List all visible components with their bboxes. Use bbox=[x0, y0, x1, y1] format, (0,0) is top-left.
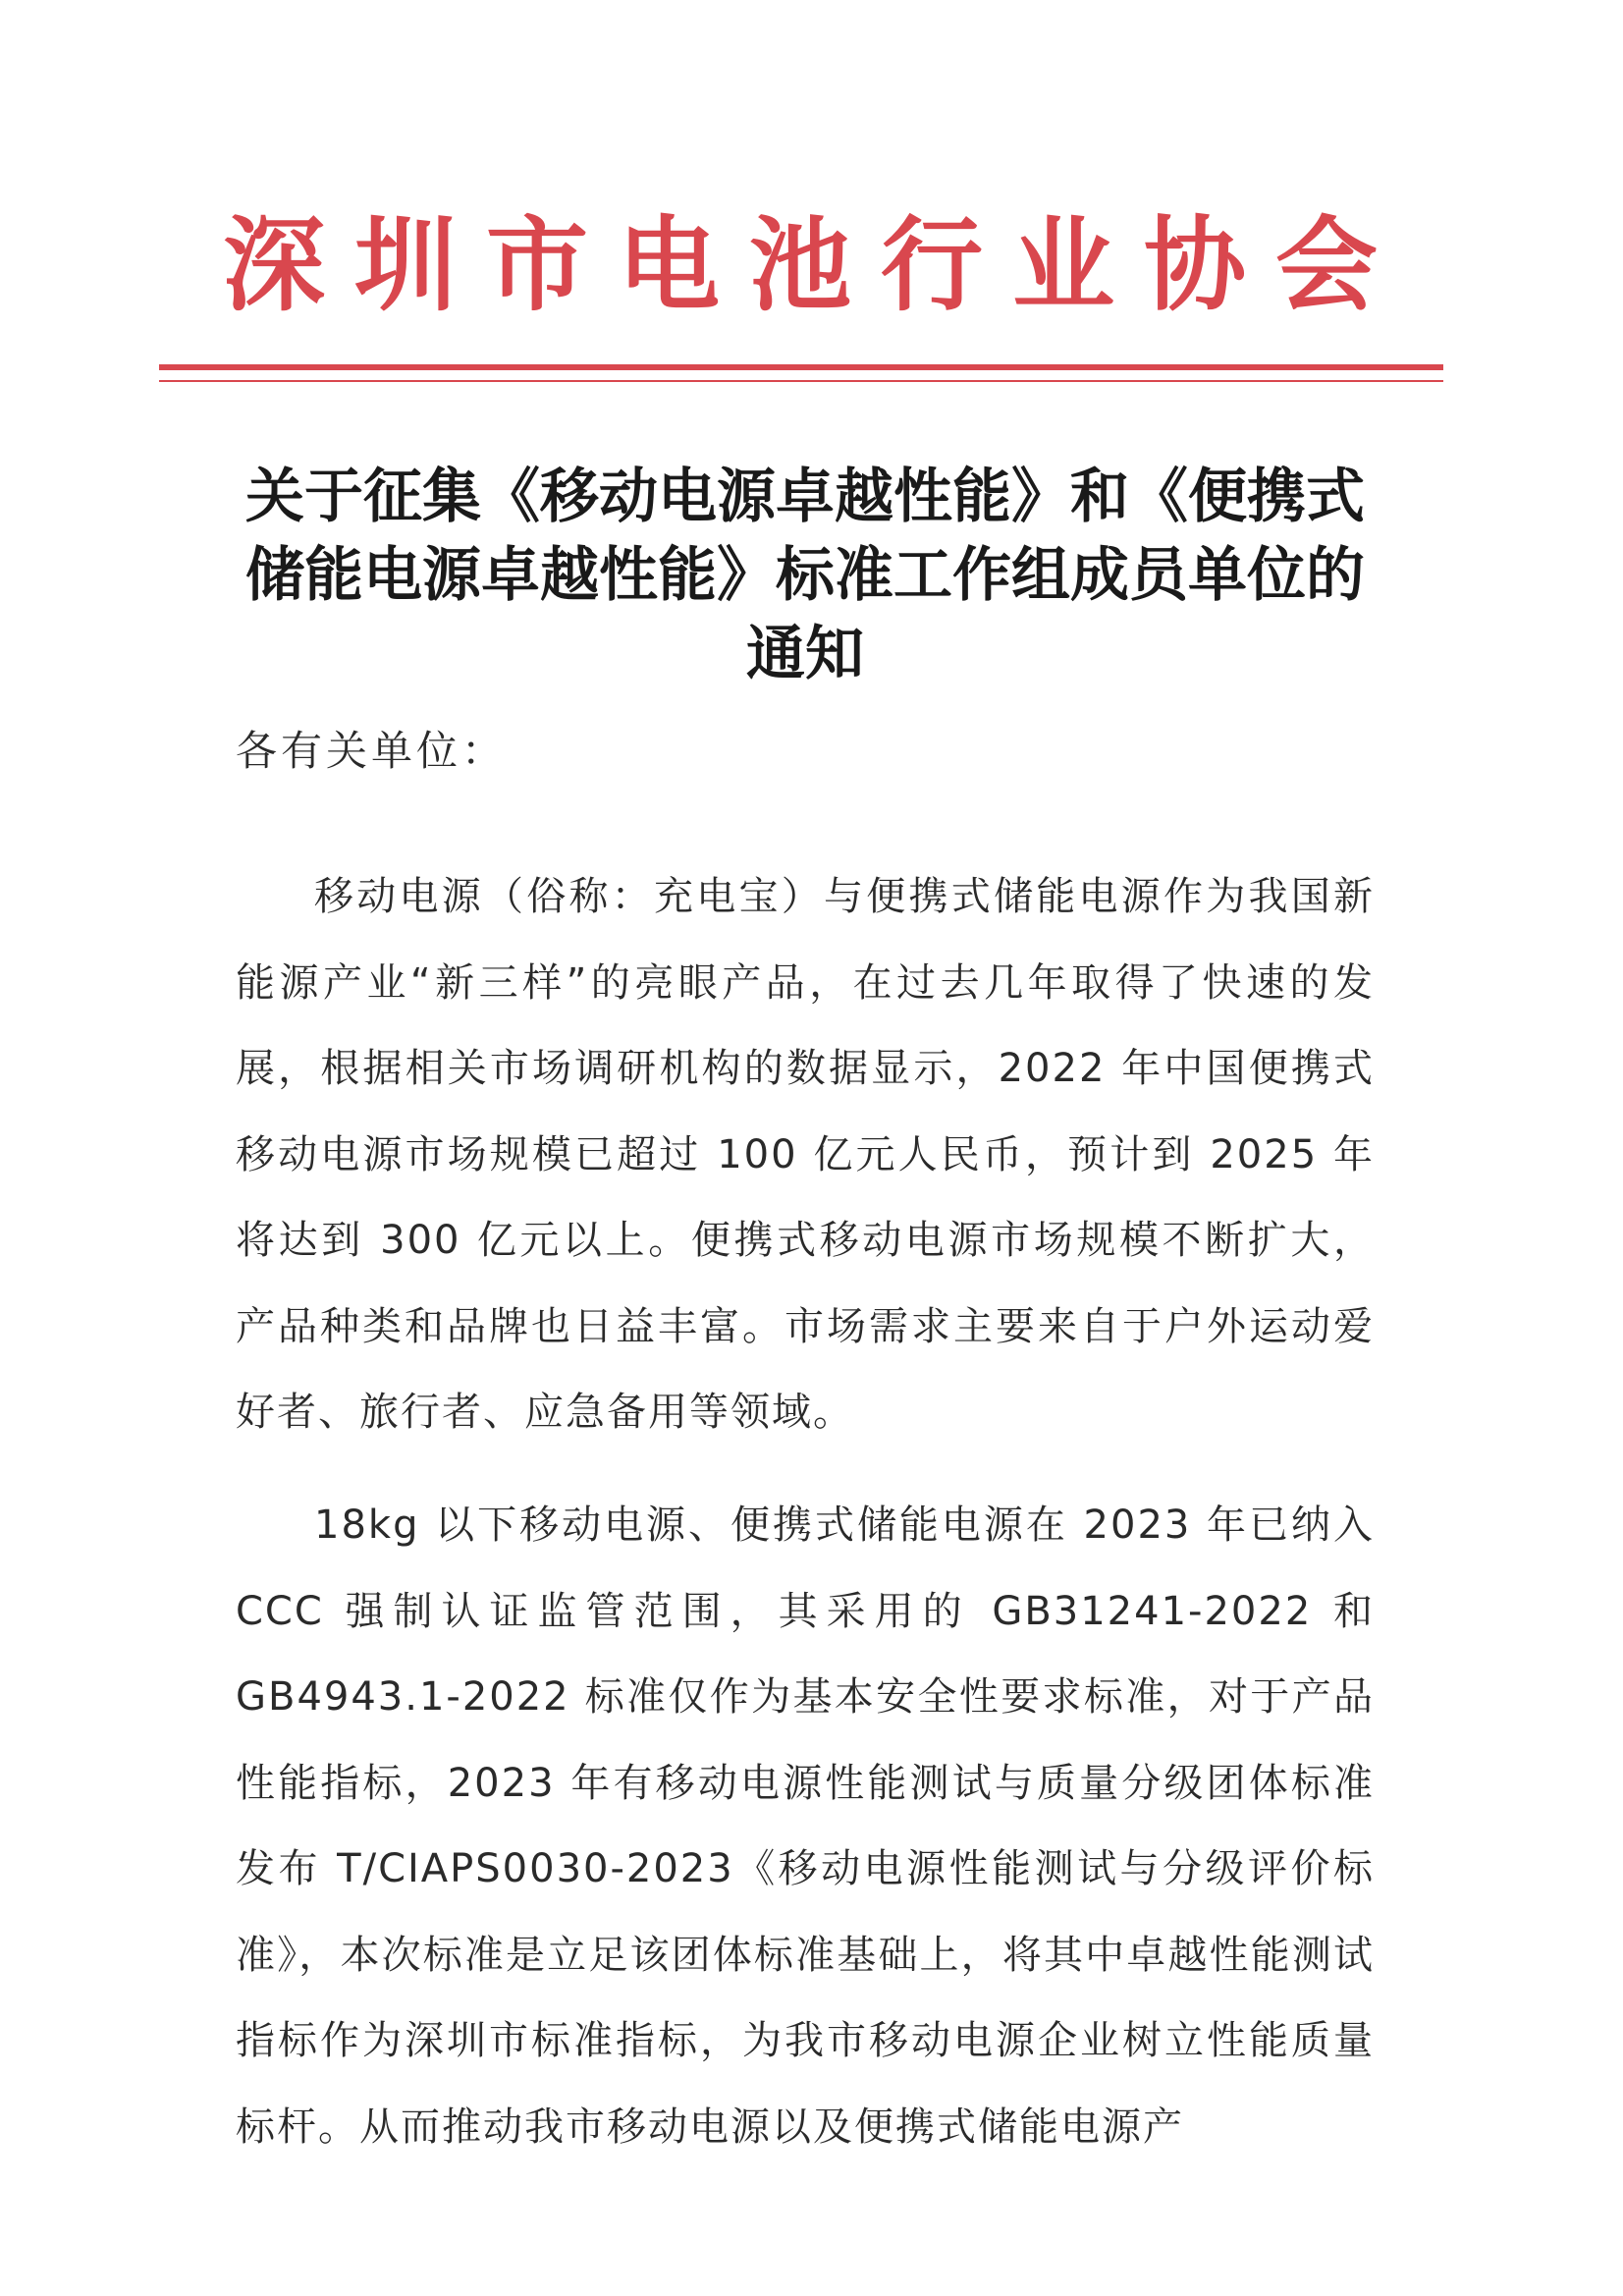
body-paragraph-1: 移动电源（俗称：充电宝）与便携式储能电源作为我国新能源产业“新三样”的亮眼产品，在过去几年取得了快速的发展，根据相关市场调研机构的数据显示，2022 年中国便携式移动电源市场规模已超过 100 亿元人民币，预计到 2025 年将达到 300 亿元以上。便携式移动电源市场规模不断扩大，产品种类和品牌也日益丰富。市场需求主要来自于户外运动爱好者、旅行者、应急备用等领域。 bbox=[236, 874, 1375, 1435]
letterhead-rule-thin bbox=[159, 380, 1443, 382]
salutation: 各有关单位： bbox=[236, 727, 508, 775]
notice-title: 关于征集《移动电源卓越性能》和《便携式储能电源卓越性能》标准工作组成员单位的通知 bbox=[245, 463, 1365, 688]
letterhead-rule-thick bbox=[159, 364, 1443, 370]
body-paragraph-2: 18kg 以下移动电源、便携式储能电源在 2023 年已纳入 CCC 强制认证监管范围，其采用的 GB31241-2022 和 GB4943.1-2022 标准仅作为基本安全性要求标准，对于产品性能指标，2023 年有移动电源性能测试与质量分级团体标准发布 T/CIAPS0030-2023《移动电源性能测试与分级评价标准》，本次标准是立足该团体标准基础上，将其中卓越性能测试指标作为深圳市标准指标，为我市移动电源企业树立性能质量标杆。从而推动我市移动电源以及便携式储能电源产 bbox=[236, 1503, 1375, 2150]
organization-letterhead: 深圳市电池行业协会 bbox=[222, 205, 1407, 325]
